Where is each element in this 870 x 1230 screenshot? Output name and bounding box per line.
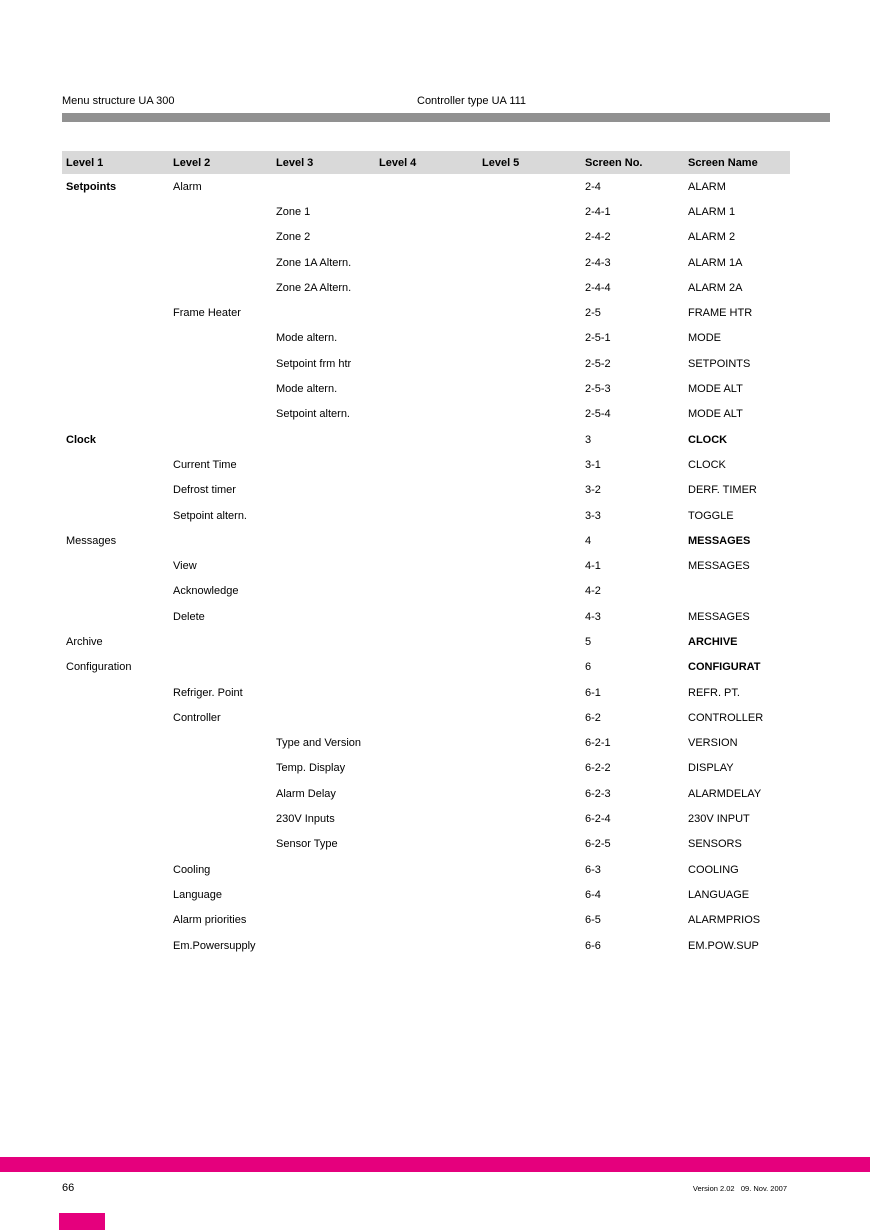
table-cell: ARCHIVE <box>688 635 738 648</box>
table-cell <box>272 553 375 578</box>
table-cell <box>478 250 581 275</box>
table-cell <box>478 579 581 604</box>
table-cell <box>375 731 478 756</box>
table-cell: Setpoints <box>66 180 117 193</box>
table-cell <box>62 857 169 882</box>
table-cell <box>62 225 169 250</box>
table-row <box>62 553 790 578</box>
table-cell <box>169 528 272 553</box>
table-cell: ALARMPRIOS <box>688 914 761 927</box>
table-cell: MESSAGES <box>688 610 750 623</box>
table-cell <box>272 452 375 477</box>
table-row <box>62 326 790 351</box>
table-cell <box>375 275 478 300</box>
table-cell <box>272 427 375 452</box>
table-cell <box>169 655 272 680</box>
table-cell: Zone 1 <box>276 205 311 218</box>
table-cell: 2-5 <box>585 307 601 320</box>
column-header-screen-name: Screen Name <box>684 151 790 174</box>
table-cell <box>62 781 169 806</box>
table-cell <box>272 174 375 199</box>
table-cell <box>478 553 581 578</box>
table-row <box>62 806 790 831</box>
table-cell <box>169 351 272 376</box>
table-row <box>62 832 790 857</box>
table-cell: 6-3 <box>585 863 601 876</box>
table-cell <box>62 478 169 503</box>
table-cell <box>478 604 581 629</box>
table-cell <box>272 705 375 730</box>
table-cell: Configuration <box>66 661 132 674</box>
table-cell: Type and Version <box>276 737 362 750</box>
table-cell: 3-3 <box>585 509 601 522</box>
table-cell <box>478 275 581 300</box>
table-cell <box>169 756 272 781</box>
table-cell <box>62 250 169 275</box>
table-row <box>62 402 790 427</box>
table-row <box>62 629 790 654</box>
table-cell <box>62 553 169 578</box>
table-cell: LANGUAGE <box>688 888 750 901</box>
table-cell <box>169 250 272 275</box>
table-cell: 3 <box>585 433 592 446</box>
table-cell <box>478 680 581 705</box>
table-cell <box>375 452 478 477</box>
table-row <box>62 376 790 401</box>
table-cell <box>478 174 581 199</box>
table-cell <box>272 882 375 907</box>
table-cell: DISPLAY <box>688 762 734 775</box>
table-cell <box>272 629 375 654</box>
table-cell <box>62 680 169 705</box>
table-cell <box>375 832 478 857</box>
table-cell <box>375 250 478 275</box>
table-cell <box>272 857 375 882</box>
table-cell: Messages <box>66 534 117 547</box>
table-cell: Language <box>173 888 222 901</box>
table-cell <box>272 680 375 705</box>
table-cell: CONFIGURAT <box>688 661 761 674</box>
table-cell: Clock <box>66 433 96 446</box>
table-cell: 4-3 <box>585 610 601 623</box>
table-cell <box>169 832 272 857</box>
table-cell: CLOCK <box>688 433 728 446</box>
table-cell: ALARM 2 <box>688 231 736 244</box>
table-cell <box>62 199 169 224</box>
table-cell <box>375 326 478 351</box>
table-cell: Controller <box>173 711 221 724</box>
table-cell: MODE ALT <box>688 383 743 396</box>
table-cell <box>62 326 169 351</box>
table-cell <box>169 275 272 300</box>
table-cell <box>375 503 478 528</box>
table-cell: 6-2-3 <box>585 787 611 800</box>
table-row <box>62 528 790 553</box>
table-cell <box>478 199 581 224</box>
table-row <box>62 604 790 629</box>
table-cell <box>169 402 272 427</box>
table-cell: REFR. PT. <box>688 686 740 699</box>
table-cell <box>169 376 272 401</box>
table-cell <box>375 680 478 705</box>
table-cell: EM.POW.SUP <box>688 939 759 952</box>
table-cell <box>375 705 478 730</box>
table-row <box>62 503 790 528</box>
table-cell: FRAME HTR <box>688 307 753 320</box>
table-cell <box>375 351 478 376</box>
table-cell <box>272 579 375 604</box>
table-cell <box>169 427 272 452</box>
table-cell <box>478 731 581 756</box>
table-cell <box>375 300 478 325</box>
table-cell <box>375 882 478 907</box>
table-cell: 2-5-3 <box>585 383 611 396</box>
table-cell <box>62 452 169 477</box>
table-row <box>62 452 790 477</box>
table-cell: Zone 1A Altern. <box>276 256 352 269</box>
table-cell: 3-1 <box>585 458 601 471</box>
table-cell: 6-2-1 <box>585 737 611 750</box>
header-rule-bar <box>62 113 830 122</box>
table-cell: COOLING <box>688 863 739 876</box>
table-cell <box>272 908 375 933</box>
table-cell: MODE ALT <box>688 408 743 421</box>
table-cell <box>375 225 478 250</box>
table-cell <box>478 655 581 680</box>
table-cell <box>478 832 581 857</box>
table-cell: Temp. Display <box>276 762 346 775</box>
table-cell: DERF. TIMER <box>688 484 757 497</box>
table-cell <box>478 503 581 528</box>
table-cell <box>62 351 169 376</box>
corner-accent-mark <box>59 1213 105 1230</box>
table-cell: Refriger. Point <box>173 686 243 699</box>
table-cell <box>375 478 478 503</box>
table-cell: 2-4 <box>585 180 601 193</box>
table-cell: 6-2-4 <box>585 813 611 826</box>
table-row <box>62 225 790 250</box>
table-cell <box>62 604 169 629</box>
table-header-row <box>62 151 790 174</box>
table-row <box>62 933 790 958</box>
table-row <box>62 908 790 933</box>
table-cell: Alarm <box>173 180 202 193</box>
table-cell: 6-1 <box>585 686 601 699</box>
table-cell <box>62 503 169 528</box>
table-cell: Cooling <box>173 863 211 876</box>
table-cell: 2-4-1 <box>585 205 611 218</box>
table-cell: Alarm priorities <box>173 914 247 927</box>
table-cell <box>375 402 478 427</box>
table-row <box>62 680 790 705</box>
table-cell <box>375 376 478 401</box>
table-cell <box>62 756 169 781</box>
table-cell: TOGGLE <box>688 509 734 522</box>
table-cell <box>272 503 375 528</box>
table-cell: 2-4-2 <box>585 231 611 244</box>
menu-structure-table <box>62 151 790 958</box>
header-right-title: Controller type UA 111 <box>417 95 527 107</box>
table-cell: CLOCK <box>688 458 726 471</box>
table-cell <box>62 832 169 857</box>
table-cell <box>62 402 169 427</box>
table-cell: SENSORS <box>688 838 742 851</box>
table-cell <box>375 781 478 806</box>
table-row <box>62 250 790 275</box>
page-number: 66 <box>62 1182 75 1194</box>
table-cell <box>62 933 169 958</box>
table-cell: CONTROLLER <box>688 711 764 724</box>
table-cell <box>169 225 272 250</box>
table-cell: Sensor Type <box>276 838 338 851</box>
table-cell: 230V INPUT <box>688 813 750 826</box>
table-cell <box>478 882 581 907</box>
table-cell <box>272 604 375 629</box>
table-cell: Archive <box>66 635 103 648</box>
table-row <box>62 579 790 604</box>
table-cell: ALARM 1A <box>688 256 743 269</box>
table-cell: Defrost timer <box>173 484 236 497</box>
table-cell: SETPOINTS <box>688 357 751 370</box>
table-cell: Setpoint frm htr <box>276 357 352 370</box>
table-cell: 2-5-4 <box>585 408 611 421</box>
table-cell <box>272 528 375 553</box>
table-cell <box>375 199 478 224</box>
table-cell: 4 <box>585 534 592 547</box>
table-row <box>62 882 790 907</box>
table-row <box>62 199 790 224</box>
table-cell <box>478 908 581 933</box>
table-cell <box>375 174 478 199</box>
table-cell: Setpoint altern. <box>276 408 350 421</box>
table-cell: MESSAGES <box>688 534 751 547</box>
table-cell <box>272 655 375 680</box>
table-cell <box>478 629 581 654</box>
table-cell <box>478 806 581 831</box>
table-cell <box>169 199 272 224</box>
table-cell <box>62 376 169 401</box>
table-row <box>62 655 790 680</box>
table-cell: 2-4-3 <box>585 256 611 269</box>
table-row <box>62 427 790 452</box>
table-cell <box>375 933 478 958</box>
table-row <box>62 300 790 325</box>
table-cell <box>478 528 581 553</box>
table-cell <box>272 478 375 503</box>
table-cell <box>375 629 478 654</box>
table-cell <box>375 756 478 781</box>
table-body <box>62 174 790 958</box>
table-cell <box>169 326 272 351</box>
table-cell <box>62 705 169 730</box>
table-cell <box>169 731 272 756</box>
table-cell: Setpoint altern. <box>173 509 247 522</box>
table-cell <box>478 376 581 401</box>
table-cell: 230V Inputs <box>276 813 335 826</box>
table-cell <box>375 806 478 831</box>
table-cell: Alarm Delay <box>276 787 336 800</box>
table-cell <box>375 655 478 680</box>
header-left-title: Menu structure UA 300 <box>62 95 175 107</box>
table-cell: 6 <box>585 661 592 674</box>
table-cell <box>375 553 478 578</box>
table-row <box>62 731 790 756</box>
table-cell <box>62 579 169 604</box>
column-header-level5: Level 5 <box>478 151 581 174</box>
table-row <box>62 174 790 199</box>
table-cell: Em.Powersupply <box>173 939 256 952</box>
table-cell: 6-6 <box>585 939 601 952</box>
table-cell: 4-2 <box>585 585 601 598</box>
table-row <box>62 781 790 806</box>
table-cell: Current Time <box>173 458 237 471</box>
table-cell: Zone 2 <box>276 231 311 244</box>
table-cell <box>478 756 581 781</box>
table-cell: Frame Heater <box>173 307 241 320</box>
table-cell: 6-5 <box>585 914 601 927</box>
table-cell <box>169 806 272 831</box>
table-row <box>62 275 790 300</box>
table-cell: ALARMDELAY <box>688 787 762 800</box>
table-cell <box>62 882 169 907</box>
table-cell: Mode altern. <box>276 332 338 345</box>
table-cell <box>478 933 581 958</box>
table-cell <box>62 908 169 933</box>
table-cell <box>478 781 581 806</box>
table-cell: MESSAGES <box>688 560 750 573</box>
table-row <box>62 705 790 730</box>
table-cell <box>478 225 581 250</box>
table-cell <box>62 731 169 756</box>
table-cell <box>375 528 478 553</box>
table-cell: Delete <box>173 610 205 623</box>
table-row <box>62 351 790 376</box>
table-cell <box>478 326 581 351</box>
table-cell <box>478 402 581 427</box>
table-row <box>62 756 790 781</box>
table-cell: Zone 2A Altern. <box>276 281 352 294</box>
column-header-level2: Level 2 <box>169 151 272 174</box>
table-cell: 3-2 <box>585 484 601 497</box>
footer-accent-bar <box>0 1157 870 1172</box>
table-cell <box>478 452 581 477</box>
version-stamp: Version 2.02 09. Nov. 2007 <box>692 1184 787 1193</box>
table-cell <box>272 933 375 958</box>
table-cell: ALARM 1 <box>688 205 736 218</box>
table-cell <box>62 806 169 831</box>
table-cell: 2-5-2 <box>585 357 611 370</box>
table-cell <box>478 705 581 730</box>
table-cell <box>684 579 790 604</box>
table-cell: 4-1 <box>585 560 601 573</box>
table-cell: MODE <box>688 332 721 345</box>
table-cell: 6-2-2 <box>585 762 611 775</box>
table-row <box>62 857 790 882</box>
table-cell <box>169 629 272 654</box>
table-cell: 2-5-1 <box>585 332 611 345</box>
table-cell: 5 <box>585 635 592 648</box>
table-cell <box>272 300 375 325</box>
table-cell <box>478 857 581 882</box>
table-cell <box>375 908 478 933</box>
table-cell: Acknowledge <box>173 585 239 598</box>
table-cell <box>169 781 272 806</box>
table-cell: ALARM 2A <box>688 281 743 294</box>
table-cell <box>375 579 478 604</box>
table-cell: View <box>173 560 197 573</box>
table-cell: 6-2-5 <box>585 838 611 851</box>
table-cell: VERSION <box>688 737 738 750</box>
table-row <box>62 478 790 503</box>
table-cell: 2-4-4 <box>585 281 611 294</box>
column-header-level1: Level 1 <box>62 151 169 174</box>
table-cell <box>478 478 581 503</box>
table-cell: ALARM <box>688 180 726 193</box>
table-cell <box>62 275 169 300</box>
table-cell <box>478 351 581 376</box>
table-cell <box>478 427 581 452</box>
column-header-level3: Level 3 <box>272 151 375 174</box>
table-cell: 6-2 <box>585 711 601 724</box>
table-cell <box>62 300 169 325</box>
table-cell <box>478 300 581 325</box>
table-cell <box>375 604 478 629</box>
table-cell: Mode altern. <box>276 383 338 396</box>
column-header-screen-no: Screen No. <box>581 151 684 174</box>
column-header-level4: Level 4 <box>375 151 478 174</box>
table-cell <box>375 857 478 882</box>
table-cell <box>375 427 478 452</box>
table-cell: 6-4 <box>585 888 601 901</box>
